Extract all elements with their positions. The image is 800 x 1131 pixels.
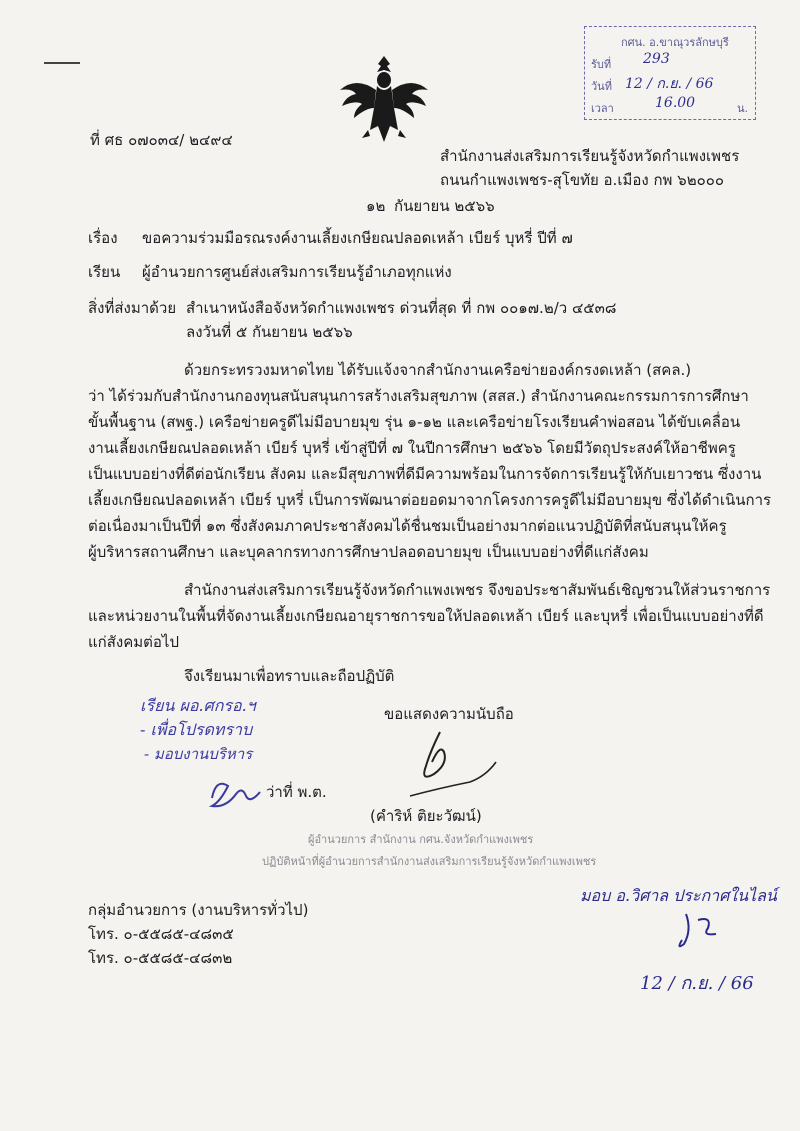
- handwritten-rank: ว่าที่ พ.ต.: [266, 783, 327, 801]
- handwritten-note-3: - มอบงานบริหาร: [144, 745, 253, 763]
- office-address: ถนนกำแพงเพชร-สุโขทัย อ.เมือง กพ ๖๒๐๐๐: [440, 171, 725, 189]
- garuda-emblem: [334, 50, 434, 150]
- para1-line-4: งานเลี้ยงเกษียณปลอดเหล้า เบียร์ บุหรี่ เข้าสู่ปีที่ ๗ ในปีการศึกษา ๒๕๖๖ โดยมีวัตถุประสงค์ให้อาชีพครู: [88, 439, 736, 457]
- stamp-time-value: 16.00: [655, 95, 696, 111]
- letter-date: กันยายน ๒๕๖๖: [394, 197, 495, 215]
- top-dash: [44, 62, 80, 64]
- para2-line-2: และหน่วยงานในพื้นที่จัดงานเลี้ยงเกษียณอายุราชการขอให้ปลอดเหล้า เบียร์ และบุหรี่ เพื่อเป็นแบบอย่างที่ดี: [88, 607, 764, 625]
- contact-group: กลุ่มอำนวยการ (งานบริหารทั่วไป): [88, 901, 309, 919]
- para1-line-2: ว่า ได้ร่วมกับสำนักงานกองทุนสนับสนุนการสร้างเสริมสุขภาพ (สสส.) สำนักงานคณะกรรมการการศึกษา: [88, 387, 749, 405]
- signature: [400, 722, 510, 806]
- para2-line-1: สำนักงานส่งเสริมการเรียนรู้จังหวัดกำแพงเพชร จึงขอประชาสัมพันธ์เชิญชวนให้ส่วนราชการ: [184, 581, 771, 599]
- reference-number: ที่ ศธ ๐๗๐๓๔/ ๒๔๙๔: [90, 131, 233, 149]
- enclosure-line-2: ลงวันที่ ๕ กันยายน ๒๕๖๖: [186, 323, 353, 341]
- letter-date-day: ๑๒: [366, 197, 386, 215]
- closing-salutation: ขอแสดงความนับถือ: [384, 705, 514, 723]
- signer-title-1: ผู้อำนวยการ สำนักงาน กศน.จังหวัดกำแพงเพชร: [308, 833, 534, 846]
- enclosure-line-1: สำเนาหนังสือจังหวัดกำแพงเพชร ด่วนที่สุด ที่ กพ ๐๐๑๗.๒/ว ๔๕๓๘: [186, 299, 617, 317]
- para1-line-6: เลี้ยงเกษียณปลอดเหล้า เบียร์ บุหรี่ เป็นการพัฒนาต่อยอดมาจากโครงการครูดีไม่มีอบายมุข ซึ่งได้ดำเนินการ: [88, 491, 772, 509]
- stamp-org: กศน. อ.ขาณุวรลักษบุรี: [621, 36, 729, 49]
- handwritten-note-2: - เพื่อโปรดทราบ: [140, 720, 253, 739]
- para2-line-3: แก่สังคมต่อไป: [88, 633, 179, 651]
- recipient-label: เรียน: [88, 263, 121, 281]
- handwritten-date-right: 12 / ก.ย. / 66: [640, 973, 754, 994]
- para1-line-7: ต่อเนื่องมาเป็นปีที่ ๑๓ ซึ่งสังคมภาคประชาสังคมได้ชื่นชมเป็นอย่างมากต่อแนวปฏิบัติที่สนับสนุนให้ครู: [88, 517, 727, 535]
- handwritten-initials: [206, 772, 266, 816]
- para1-line-1: ด้วยกระทรวงมหาดไทย ได้รับแจ้งจากสำนักงานเครือข่ายองค์กรงดเหล้า (สคล.): [184, 361, 692, 379]
- stamp-recv-no: 293: [643, 51, 670, 67]
- handwritten-assign-note: มอบ อ.วิศาล ประกาศในไลน์: [580, 886, 777, 905]
- stamp-recv-label: รับที่: [591, 58, 612, 71]
- para1-line-8: ผู้บริหารสถานศึกษา และบุคลากรทางการศึกษาปลอดอบายมุข เป็นแบบอย่างที่ดีแก่สังคม: [88, 543, 649, 561]
- stamp-date-label: วันที่: [591, 80, 612, 93]
- para1-line-5: เป็นแบบอย่างที่ดีต่อนักเรียน สังคม และมีสุขภาพที่ดีมีความพร้อมในการจัดการเรียนรู้ให้กับเยาวชน ซึ่งงาน: [88, 465, 762, 483]
- signer-name: (คำริห์ ติยะวัฒน์): [370, 807, 482, 825]
- stamp-time-label: เวลา: [591, 102, 614, 115]
- subject-label: เรื่อง: [88, 229, 118, 247]
- handwritten-note-1: เรียน ผอ.ศกรอ.ฯ: [140, 696, 256, 715]
- subject-text: ขอความร่วมมือรณรงค์งานเลี้ยงเกษียณปลอดเหล้า เบียร์ บุหรี่ ปีที่ ๗: [142, 229, 573, 247]
- contact-phone-2: โทร. ๐-๕๕๘๕-๔๘๓๒: [88, 949, 233, 967]
- receipt-stamp: [584, 26, 756, 120]
- recipient-text: ผู้อำนวยการศูนย์ส่งเสริมการเรียนรู้อำเภอทุกแห่ง: [142, 263, 452, 281]
- signer-title-2: ปฏิบัติหน้าที่ผู้อำนวยการสำนักงานส่งเสริมการเรียนรู้จังหวัดกำแพงเพชร: [262, 855, 597, 868]
- para1-line-3: ขั้นพื้นฐาน (สพฐ.) เครือข่ายครูดีไม่มีอบายมุข รุ่น ๑-๑๒ และเครือข่ายโรงเรียนคำพ่อสอน ได้ขับเคลื่อน: [88, 413, 741, 431]
- closing-request: จึงเรียนมาเพื่อทราบและถือปฏิบัติ: [184, 667, 395, 685]
- contact-phone-1: โทร. ๐-๕๕๘๕-๔๘๓๕: [88, 925, 234, 943]
- stamp-date-value: 12 / ก.ย. / 66: [625, 76, 714, 92]
- stamp-time-unit: น.: [737, 102, 749, 115]
- enclosure-label: สิ่งที่ส่งมาด้วย: [88, 299, 177, 317]
- handwritten-initials-right: [672, 910, 722, 958]
- office-name: สำนักงานส่งเสริมการเรียนรู้จังหวัดกำแพงเพชร: [440, 147, 740, 165]
